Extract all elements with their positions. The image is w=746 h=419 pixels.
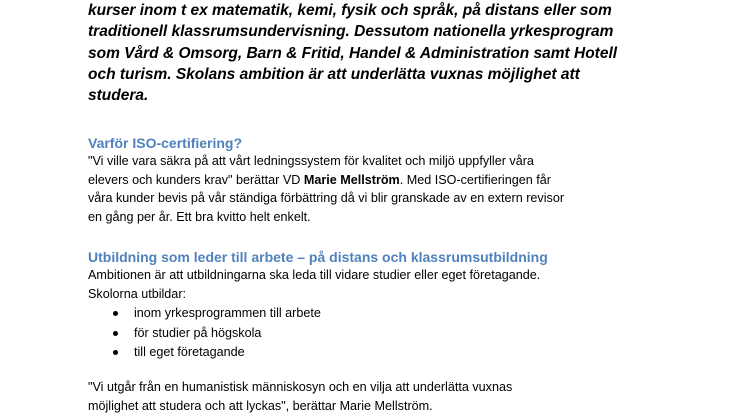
intro-line: och turism. Skolans ambition är att underlätta vuxnas möjlighet att (88, 65, 580, 83)
list-item (88, 304, 321, 324)
list-item-text: inom yrkesprogrammen till arbete (134, 306, 321, 320)
bullet-icon (113, 331, 118, 336)
quote-paragraph (88, 378, 512, 415)
ceo-name: Marie Mellström (303, 172, 400, 187)
paragraph-line: Ambitionen är att utbildningarna ska leda till vidare studier eller eget företagande. (88, 268, 541, 282)
section-heading-iso: Varför ISO-certifiering? (88, 135, 243, 151)
intro-paragraph (88, 0, 728, 106)
paragraph-line: "Vi utgår från en humanistisk människosyn och en vilja att underlätta vuxnas (88, 380, 513, 394)
bullet-icon (113, 311, 118, 316)
intro-line: kurser inom t ex matematik, kemi, fysik och språk, på distans eller som (88, 2, 612, 19)
section-heading-education: Utbildning som leder till arbete – på distans och klassrumsutbildning (88, 249, 548, 265)
paragraph-line: möjlighet att studera och att lyckas", berättar Marie Mellström. (88, 398, 433, 413)
paragraph-line: en gång per år. Ett bra kvitto helt enkelt. (88, 210, 311, 225)
intro-line: studera. (88, 87, 149, 105)
list-item (88, 343, 321, 363)
list-item-text: för studier på högskola (134, 325, 262, 340)
paragraph-line: "Vi ville vara säkra på att vårt ledningssystem för kvalitet och miljö uppfyller våra (88, 154, 534, 168)
list-item-text: till eget företagande (134, 345, 245, 359)
bullet-icon (113, 350, 118, 355)
paragraph-line: Skolorna utbildar: (88, 286, 187, 301)
list-item (88, 324, 321, 344)
education-bullet-list (88, 304, 321, 363)
intro-line: traditionell klassrumsundervisning. Dessutom nationella yrkesprogram (88, 23, 614, 41)
education-paragraph (88, 266, 540, 303)
paragraph-text: . Med ISO-certifieringen får (399, 172, 551, 187)
iso-paragraph (88, 152, 564, 227)
intro-line: som Vård & Omsorg, Barn & Fritid, Handel & Administration samt Hotell (88, 44, 618, 62)
paragraph-line (88, 171, 564, 190)
paragraph-line: våra kunder bevis på vår ständiga förbättring då vi blir granskade av en extern revisor (88, 191, 565, 206)
paragraph-text: elevers och kunders krav" berättar VD (88, 172, 304, 187)
